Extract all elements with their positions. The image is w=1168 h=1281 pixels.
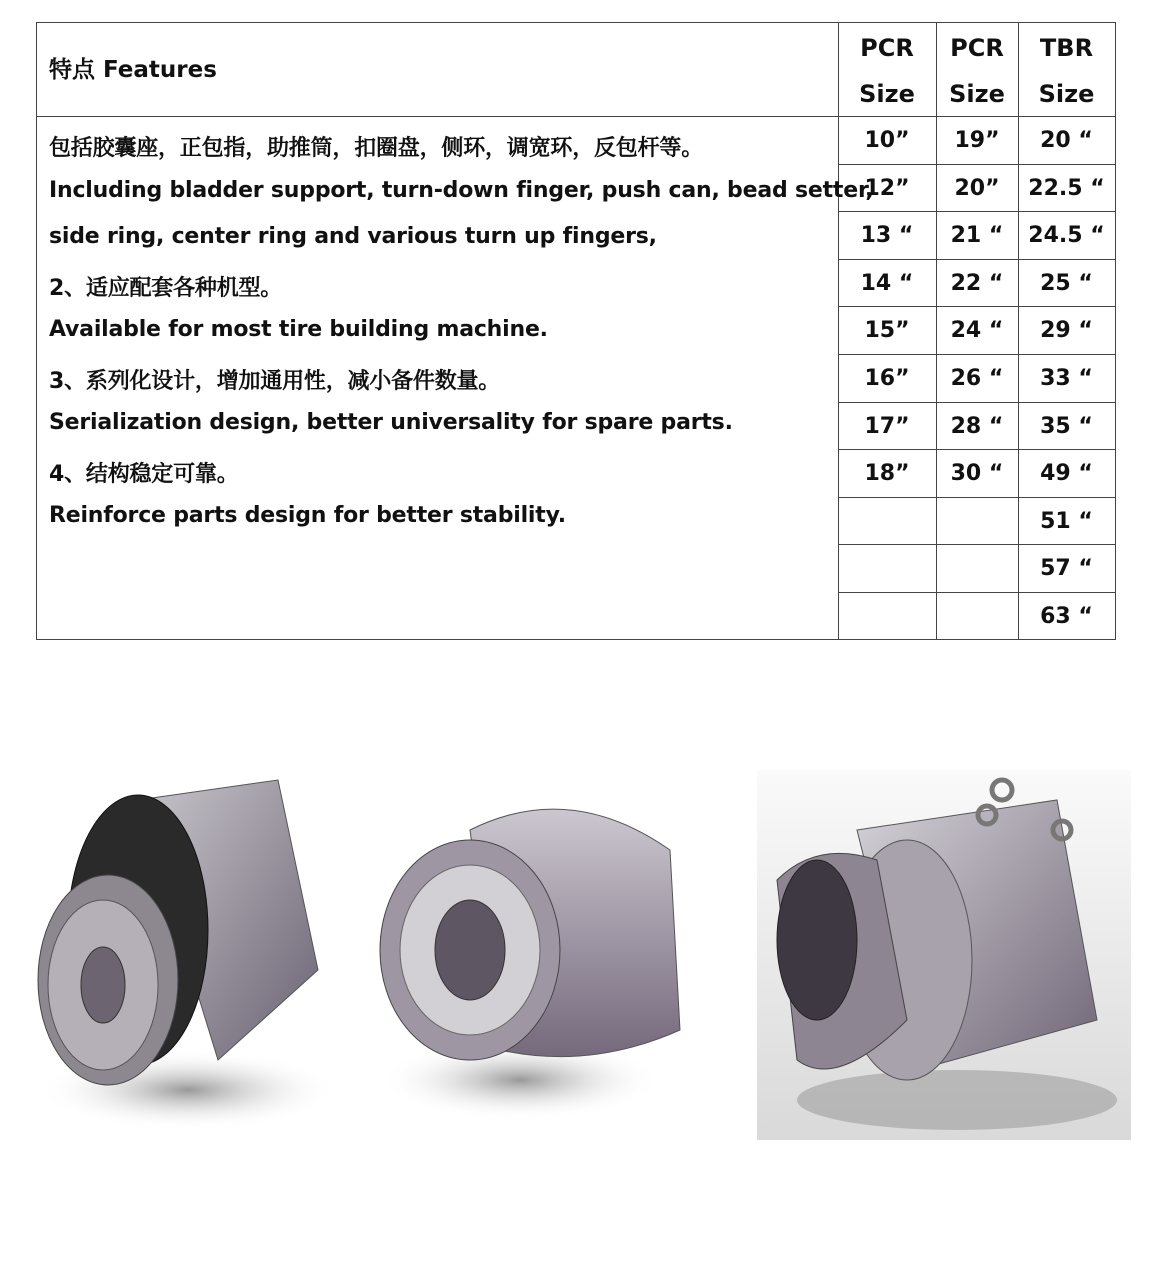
pcr-size-cell: 10” bbox=[864, 128, 910, 153]
tbr-size-cell: 33 “ bbox=[1040, 366, 1093, 391]
pcr-size-cell: 19” bbox=[954, 128, 1000, 153]
tbr-size-cell: 63 “ bbox=[1040, 604, 1093, 629]
feature-line: Reinforce parts design for better stability. bbox=[49, 503, 566, 528]
pcr-size-cell: 12” bbox=[864, 175, 910, 201]
feature-line: Serialization design, better universality for spare parts. bbox=[49, 410, 733, 435]
pcr-size-cell: 22 “ bbox=[950, 270, 1004, 296]
tbr-size-cell: 25 “ bbox=[1040, 270, 1093, 296]
feature-line: side ring, center ring and various turn up fingers, bbox=[49, 224, 657, 249]
row-divider bbox=[838, 354, 1115, 355]
tbr-size-cell: 24.5 “ bbox=[1028, 223, 1105, 249]
tbr-size-cell: 49 “ bbox=[1040, 461, 1093, 487]
pcr-size-cell: 21 “ bbox=[950, 223, 1004, 249]
pcr-size-header-2: PCR Size bbox=[949, 34, 1005, 108]
row-divider bbox=[838, 164, 1115, 165]
exploded-drum-assembly-image bbox=[18, 760, 358, 1150]
row-divider bbox=[838, 211, 1115, 212]
pcr-size-cell: 26 “ bbox=[950, 366, 1004, 391]
features-title: 特点 Features bbox=[49, 57, 217, 83]
row-divider bbox=[838, 259, 1115, 260]
closed-drum-cylinder-image bbox=[370, 760, 700, 1150]
tbr-size-cell: 20 “ bbox=[1040, 128, 1093, 153]
row-divider bbox=[838, 306, 1115, 307]
tbr-size-cell: 51 “ bbox=[1040, 508, 1093, 534]
row-divider bbox=[838, 402, 1115, 403]
tbr-size-cell: 29 “ bbox=[1040, 318, 1093, 344]
row-divider bbox=[838, 449, 1115, 450]
pcr-size-cell: 28 “ bbox=[950, 413, 1004, 439]
spec-table bbox=[36, 22, 1116, 640]
feature-line: 4、结构稳定可靠。 bbox=[49, 462, 239, 487]
tbr-size-cell: 22.5 “ bbox=[1028, 175, 1105, 201]
row-divider bbox=[838, 497, 1115, 498]
pcr-size-cell: 30 “ bbox=[950, 461, 1004, 487]
pcr-size-cell: 13 “ bbox=[860, 223, 914, 249]
feature-line: Including bladder support, turn-down finger, push can, bead setter, bbox=[49, 178, 874, 203]
pcr-size-cell: 15” bbox=[864, 318, 910, 344]
feature-line: 2、适应配套各种机型。 bbox=[49, 276, 283, 301]
pcr-size-cell: 17” bbox=[864, 413, 910, 439]
tbr-size-cell: 57 “ bbox=[1040, 556, 1093, 582]
pcr-size-cell: 14 “ bbox=[860, 270, 914, 296]
drum-with-finger-sleeve-image bbox=[757, 770, 1131, 1150]
pcr-size-cell: 20” bbox=[954, 175, 1000, 201]
feature-line: Available for most tire building machine. bbox=[49, 317, 548, 342]
pcr-size-cell: 24 “ bbox=[950, 318, 1004, 344]
pcr-size-header-1: PCR Size bbox=[859, 34, 915, 108]
row-divider bbox=[838, 544, 1115, 545]
tbr-size-header: TBR Size bbox=[1038, 34, 1095, 108]
feature-line: 3、系列化设计，增加通用性，减小备件数量。 bbox=[49, 369, 501, 394]
feature-line: 包括胶囊座，正包指，助推筒，扣圈盘，侧环，调宽环，反包杆等。 bbox=[49, 136, 704, 161]
pcr-size-cell: 16” bbox=[864, 366, 910, 391]
tbr-size-cell: 35 “ bbox=[1040, 413, 1093, 439]
row-divider bbox=[838, 592, 1115, 593]
pcr-size-cell: 18” bbox=[864, 461, 910, 487]
